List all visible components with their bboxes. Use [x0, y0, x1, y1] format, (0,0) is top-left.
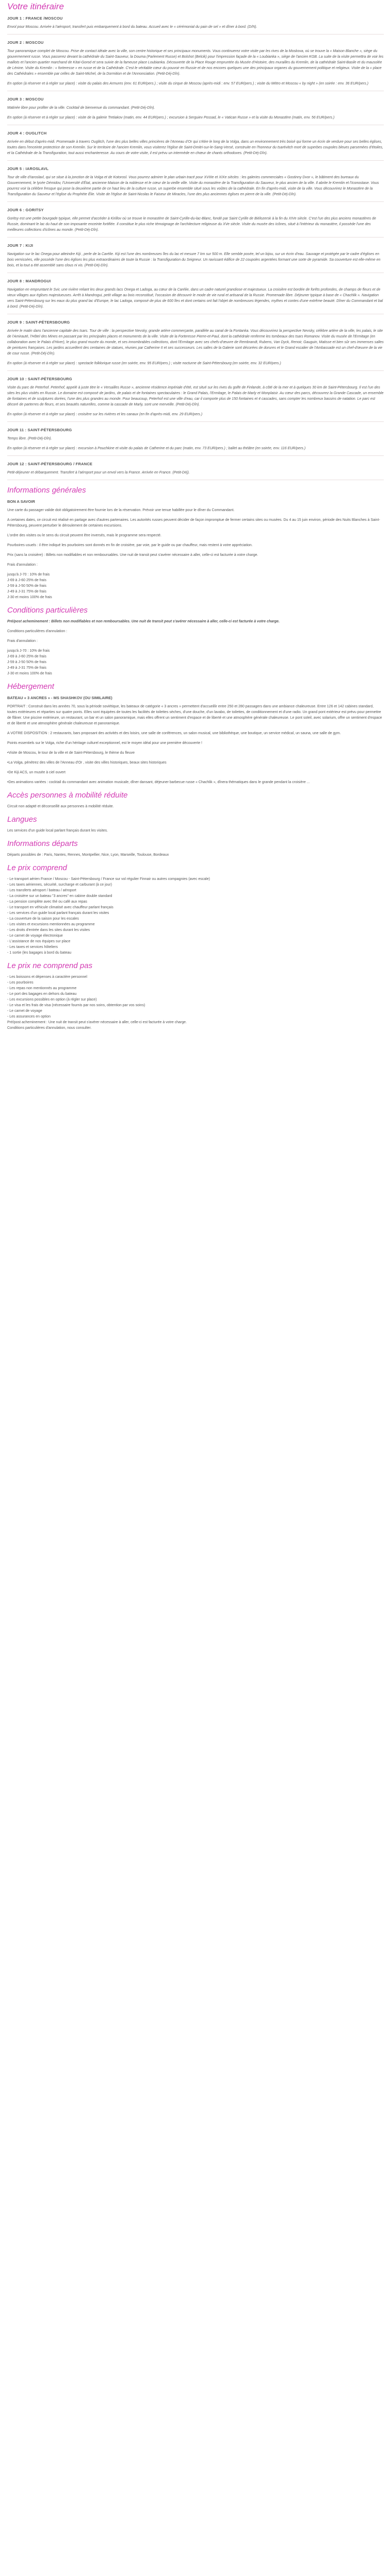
info-frais-title: Frais d'annulation :: [7, 563, 38, 567]
langues-text: Les services d'un guide local parlant français durant les visites.: [7, 829, 108, 833]
day-description: Tour de ville d'Iaroslavl, qui se situe à la jonction de la Volga et de Kotorosl. Vous pourrez admirer le plan urbain tracé pour XVIIIe et XIXe siècles : les galeries commerciales « Gostinny Dvor », le bâtiment des bureaux du Gouvernement, le lycée Démidov, l'Université d'État, ancienne Maison de la noblesse et le cœur de la vieille ville. Visite du monastère de la Transfiguration du Sauveur, le plus ancien de la ville. Il abrite le Kremlin et l'Iconostase. Vous pourrez voir la célèbre fresque qui pose la deuxième partie de ce haut lieu de la culture russe, un superbe ensemble situé sous les voûtes de la cathédrale. En fin d'après-midi, visite de la ville. Vous découvrirez le Monastère de la Transfiguration du Sauveur et l'église du Prophète Élie. Visite de l'église de Saint-Nicolas le Faiseur de Miracles, l'une des plus anciennes églises en pierre de la ville. (Petit-Déj-Dîn).: [7, 176, 379, 196]
informations-paragraphs: [7, 507, 384, 558]
frais-item: J-49 à J-31 75% de frais: [7, 666, 46, 670]
prix-comprend-item: - Les taxes et services hôteliers: [7, 945, 58, 949]
day-block: [7, 96, 384, 125]
section-title-prix-comprend: Le prix comprend: [7, 863, 67, 872]
prix-comprend-item: - La croisière sur un bateau "3 ancres" en cabine double standard: [7, 894, 112, 898]
prix-comprend-item: - L'assistance de nos équipes sur place: [7, 940, 71, 943]
day-block: [7, 40, 384, 91]
day-label: JOUR 1 : FRANCE /MOSCOU: [7, 16, 63, 21]
frais-item: jusqu'à J-70 : 10% de frais: [7, 649, 50, 653]
day-label: JOUR 7 : KIJI: [7, 243, 34, 248]
prix-comprend-item: - Les services d'un guide local parlant français durant les visites: [7, 911, 109, 915]
hebergement-paragraph: •Des animations variées : cocktail du commandant avec animation musicale, dîner dansant, déjeuner barbecue russe « Chachlik », dînera thématiques dans le grande pendant la croisière ...: [7, 781, 310, 784]
day-description: Visite du parc de Peterhof. Peterhof, appelé à juste titre le « Versailles Russe », ancienne résidence impériale d'été, est situé sur les rives du golfe de Finlande, à côté de la mer et à quelques 30 km de Saint-Pétersbourg. Il est l'un des sites les plus visités en Russie. Le domaine est composé de jardins, de palais et de fontaines spectaculaires : le Grand Palais, l'Ermitage, le Palais de Marly et Monplaisir. Au cœur des parcs, découvrez la Grande Cascade, un ensemble de fontaines et de sculptures dorées, l'une des plus grandes au monde. Pour beaucoup, Peterhof est une ville d'eau, car il comporte plus de 150 fontaines et 4 cascades, sans compter les nombreux bassins de natation. Le parc est décoré de parterres de fleurs, et ses beautés naturelles, comme la cascade de Marly, sont une merveille. (Petit-Déj-Dîn).: [7, 386, 384, 406]
hebergement-paragraph: •Visite de Moscou, le tour de la ville et de Saint-Pétersbourg, le thème du fleuve: [7, 751, 135, 755]
prix-ne-comprend-item: Conditions particulières d'annulation, nous consulter.: [7, 1026, 92, 1030]
day-label: JOUR 5 : IAROSLAVL: [7, 166, 49, 171]
frais-item: J-69 à J-60 25% de frais: [7, 579, 46, 582]
day-label: JOUR 3 : MOSCOU: [7, 97, 44, 101]
divider: [7, 237, 384, 238]
prix-comprend-item: - Le transport aérien France / Moscou - Saint-Pétersbourg / France sur vol régulier Finnair ou autres compagnies (avec escale): [7, 877, 210, 881]
bon-a-savoir-label: BON A SAVOIR: [7, 499, 35, 504]
day-label: JOUR 6 : GORITSY: [7, 208, 44, 212]
prix-ne-comprend-item: - Les boissons et dépenses à caractère personnel: [7, 975, 87, 979]
prix-ne-comprend-item: - Le visa et les frais de visa (nécessaire fournis par nos soins, obtention par vos soins): [7, 1004, 145, 1007]
day-label: JOUR 4 : OUGLITCH: [7, 131, 47, 135]
info-paragraph: Pourboires usuels : il être indiqué les pourboires sont donnés en fin de croisière, par voie, par le guide ou par chauffeur, mais restent à votre appréciation.: [7, 544, 253, 547]
prix-comprend-item: - Les taxes aériennes, sécurité, surcharge et carburant (à ce jour): [7, 883, 112, 887]
prix-comprend-item: - Les visites et excursions mentionnées au programme: [7, 923, 95, 926]
conditions-frais-list: [7, 648, 384, 676]
divider: [7, 201, 384, 202]
prix-ne-comprend-item: - Le port des bagages en dehors du bateau: [7, 992, 77, 996]
day-label: JOUR 8 : MANDROGUI: [7, 279, 51, 283]
prix-comprend-item: - Les transferts aéroport / bateau / aéroport: [7, 889, 76, 892]
day-label: JOUR 9 : SAINT-PÉTERSBOURG: [7, 320, 70, 325]
frais-item: J-59 à J-50 50% de frais: [7, 584, 46, 588]
day-description: Goritsy est une petite bourgade typique, elle permet d'accéder à Kirillov où se trouve le monastère de Saint-Cyrille-du-lac-Blanc, fondé par Saint Cyrille de Biélozersk à la fin du XIVe siècle. C'est l'un des plus anciens monastères de Russie, dominant le lac du haut de son imposante enceinte fortifiée. Il constitue le plus riche témoignage de l'architecture religieuse du XVe siècle. Visite du musée des Icônes, situé à l'intérieur du monastère, il possède l'une des meilleures collections d'icônes au monde. (Petit-Déj-Dîn).: [7, 217, 377, 232]
frais-item: J-49 à J-31 75% de frais: [7, 590, 46, 594]
hebergement-paragraph: •De Kiji ACS, un musée à ciel ouvert: [7, 771, 66, 774]
divider: [7, 421, 384, 422]
departs-text: Départs possibles de : Paris, Nantes, Rennes, Montpellier, Nice, Lyon, Marseille, Toulouse, Bordeaux: [7, 853, 169, 857]
divider: [7, 34, 384, 35]
day-block: [7, 166, 384, 202]
day-block: [7, 15, 384, 35]
frais-item: J-59 à J-50 50% de frais: [7, 660, 46, 664]
day-description: Petit-déjeuner et débarquement. Transfert à l'aéroport pour un envol vers la France. Arrivée en France. (Petit-Déj).: [7, 471, 190, 474]
prix-ne-comprend-list: [7, 974, 384, 1031]
day-description: Tour panoramique complet de Moscou. Prise de contact idéale avec la ville, son centre historique et ses principaux monuments. Vous continuerez votre visite par les rives de la Moskova, où se trouve la « Maison Blanche », siège du gouvernement russe. Vous passerez devant la cathédrale du Saint-Sauveur, la Douma (Parlement Russe) et Bolshoï (Belcik) pour l'impression façade de la « Loubianka », siège de l'ancien KGB. La suite de la visite permettra de voir les maillots et l'ancien quartier marchand de Kitaï-Gorod et sera suivie de la fameuse place Loubianka. Découverte de la Place Rouge empruntée du Musée d'Histoire, des murailles du Kremlin, de la cathédrale Saint-Basile et du mausolée de Lénine. Visite du Kremlin : « forteresse » en russe et de la Cathédrale. C'est le véritable cœur du pouvoir en Russie et de nos encores quelques une des principaux organes du gouvernement politique et religieux. Visite de la « place des Cathédrales » ensemble par celles de Saint-Michel, de la Dormition et de l'Annonciation. (Petit-Déj-Dîn).: [7, 49, 384, 76]
day-description: Envol pour Moscou. Arrivée à l'aéroport, transfert puis embarquement à bord du bateau. Accueil avec le « cérémonial du pain de sel » et dîner à bord. (D/N).: [7, 25, 257, 29]
prix-comprend-item: - La pension complète avec thé ou café aux repas: [7, 900, 87, 904]
day-block: [7, 319, 384, 371]
day-block: [7, 427, 384, 456]
conditions-annulation-title: Conditions particulières d'annulation :: [7, 630, 68, 633]
prix-ne-comprend-item: - Les assurances en option: [7, 1015, 51, 1019]
prix-comprend-item: - Les droits d'entrée dans les sites durant les visites: [7, 928, 90, 932]
section-title-conditions: Conditions particulières: [7, 606, 88, 615]
info-frais-list: [7, 572, 384, 600]
frais-item: jusqu'à J-70 : 10% de frais: [7, 573, 50, 577]
day-label: JOUR 12 : SAINT-PÉTERSBOURG / FRANCE: [7, 462, 93, 466]
hebergement-paragraph: Points essentiels sur le Volga, riche d'un héritage culturel exceptionnel, est le moyen idéal pour une première découverte !: [7, 741, 202, 745]
info-paragraph: Une carte du passager valide doit obligatoirement être fournie lors de la réservation. Prévoir une tenue habillée pour le dîner du Commandant.: [7, 509, 235, 512]
day-label: JOUR 10 : SAINT-PÉTERSBOURG: [7, 377, 72, 381]
day-description: Matinée libre pour profiter de la ville. Cocktail de bienvenue du commandant. (Petit-Déj-Dîn).: [7, 106, 155, 110]
hebergement-paragraph: A VOTRE DISPOSITION : 2 restaurants, bars proposant des activités et des loisirs, une salle de conférences, un salon musical, une bibliothèque, une boutique, un service médical, un sauna, une salle de gym.: [7, 732, 341, 735]
day-block: [7, 207, 384, 238]
day-label: JOUR 11 : SAINT-PÉTERSBOURG: [7, 428, 72, 432]
day-description: Temps libre. (Petit-Déj-Dîn).: [7, 437, 52, 440]
info-paragraph: L'ordre des visites ou le sens du circuit peuvent être inversés, mais le programme sera respecté.: [7, 534, 161, 537]
frais-item: J-69 à J-60 25% de frais: [7, 655, 46, 658]
frais-item: J-30 et moins 100% de frais: [7, 672, 52, 675]
day-block: [7, 130, 384, 161]
day-description: Arrivée le matin dans l'ancienne capitale des tsars. Tour de ville : la perspective Nevsky, grande artère commerçante, parallèle au canal de la Fontanka. Vous découvrirez la perspective Nevsky, célèbre artère de la ville, les palais, le site de l'Amirauté, l'Hôtel des Mines en passant par les principales places et monuments de la ville. Visite de la Forteresse Pierre-et-Paul, dont la cathédrale renferme les tombeaux des tsars Romanov. Visite du musée de l'Ermitage (en collaboration avec le Palais d'Hiver), le plus grand musée du monde, et ses innombrables collections, dont l'Ermitage avec ses chefs-d'œuvre de Rembrandt, Rubens, Van Dyck, Renoir, Gauguin, Matisse et bien sûr ses immenses salles de peintures françaises. Les jardins accueillent des centaines de statues, réunies par Catherine II et ses successeurs. Les salles de la Galerie sont décorées de dorures et le Grand escalier de l'Ambassade est un chef-d'œuvre de la vie de cour russe. (Petit-Déj-Dîn).: [7, 329, 384, 355]
divider: [7, 370, 384, 371]
frais-item: J-30 et moins 100% de frais: [7, 596, 52, 599]
day-description: Navigation sur le lac Onega pour atteindre Kiji , perle de la Carélie. Kiji est l'une des nombreuses îles du lac et mesure 7 km sur 500 m. Elle semble posée, tel un bijou, sur un écrin d'eau. Sauvage et protégée par le cadre d'églises en bois vernissées, elle possède l'une des églises les plus extraordinaires de toute la Russie : la Transfiguration du Seigneur. Un ravissant édifice de 22 coupoles argentées formant une sorte de pyramide. Sa couverture est elle-même en bois, et la tout a été assemblé sans clous ni vis. (Petit-Déj-Dîn).: [7, 252, 381, 267]
bateau-label: BATEAU « 3 ANCRES » - MS SHASHKOV (OU SIMILAIRE): [7, 696, 112, 700]
prix-ne-comprend-item: Pré/post acheminement : Une nuit de transit peut s'avérer nécessaire à aller, celle-ci est facturée à votre charge.: [7, 1021, 187, 1024]
day-options: En option (à réserver et à régler sur place) : spectacle folklorique russe (en soirée, env. 95 EUR/pers.) ; visite nocturne de Saint-Pétersbourg (en soirée, env. 32 EUR/pers.): [7, 362, 281, 365]
prix-comprend-item: - Le transport en véhicule climatisé avec chauffeur parlant français: [7, 906, 113, 909]
day-block: [7, 376, 384, 422]
prix-comprend-list: [7, 876, 384, 956]
hebergement-paragraphs: [7, 704, 384, 785]
info-paragraph: Prix (sans la croisière) : Billets non modifiables et non remboursables. Une nuit de transit peut s'avérer nécessaire à aller, celle-ci est facturée à votre charge.: [7, 553, 258, 557]
divider: [7, 455, 384, 456]
prix-ne-comprend-item: - Les pourboires: [7, 981, 34, 985]
day-block: [7, 243, 384, 273]
prix-ne-comprend-item: - Les excursions possibles en option (à régler sur place): [7, 998, 97, 1002]
prix-comprend-item: - La couverture de la saison pour les escales: [7, 917, 79, 921]
section-title-informations: Informations générales: [7, 486, 86, 495]
itinerary-page: [0, 1, 391, 1031]
day-options: En option (à réserver et à régler sur place) : visite de la galerie Tretiakov (matin, env. 44 EUR/pers.) ; excursion à Serguiev Possad, le « Vatican Russe » et la visite du Monastère (matin, env. 56 EUR/pers.): [7, 116, 335, 120]
day-options: En option (à réserver et à régler sur place) : visite du palais des Armures (env. 61 EUR/pers.) ; visite du cirque de Moscou (après-midi : env. 57 EUR/pers.) ; visite du Métro et Moscou « by night » (en soirée : env. 36 EUR/pers.): [7, 82, 369, 86]
hebergement-paragraph: PORTRAIT : Construit dans les années 70, sous la période soviétique, les bateaux de catégorie « 3 ancres » permettent d'accueillir entre 250 et 280 passagers dans une ambiance chaleureuse. Entre 126 et 142 cabines standard, toutes extérieures et réparties sur quatre ponts. Elles sont équipées de toutes les facilités de toilettes sèches, d'une douche, d'un lavabo, de toilettes, de conditionnement et d'une radio. Un grand pont extérieur est prévu pour permettre de flâner. Une piscine extérieure, un restaurant, un bar et un salon panoramique, mais elles offrent un sentiment d'espace et de liberté et une atmosphère générale chaleureuse. Le pont soleil, avec solarium, offre un sentiment d'espace et de liberté et une atmosphère générale chaleureuse et panoramique.: [7, 705, 382, 725]
days-list: [7, 15, 384, 480]
prix-ne-comprend-item: - Le carnet de voyage: [7, 1009, 42, 1013]
prix-ne-comprend-item: - Les repas non mentionnés au programme: [7, 987, 77, 990]
section-title-langues: Langues: [7, 815, 37, 824]
day-description: Navigation en empruntant le Svir, une rivière reliant les deux grands lacs Onega et Ladoga, au cœur de la Carélie, dans un cadre naturel grandiose et majestueux. La croisière est bordée de forêts profondes, de champs de fleurs et de vieux villages aux églises majestueuses. Arrêt à Mandrogui, petit village au bois reconstitué, l'occasion de découvrir le mode de vie rural et artisanal de la Russie. Promenade libre. Déjeuner typique à base de « Chachlik ». Navigation vers Saint-Pétersbourg sur les eaux du plus grand lac d'Europe, le lac Ladoga, composé de plus de 600 îles et dont certains ont fait l'objet de nombreuses légendes, mythes et contes d'une extrême beauté. Dîner du Commandant et bal à bord. (Petit-Déj-Dîn).: [7, 288, 383, 309]
page-title: Votre itinéraire: [7, 2, 64, 11]
section-title-hebergement: Hébergement: [7, 682, 54, 691]
conditions-frais-title: Frais d'annulation :: [7, 639, 38, 643]
acces-text: Circuit non adapté et déconseillé aux personnes à mobilité réduite.: [7, 805, 114, 808]
divider: [7, 160, 384, 161]
conditions-prix-note: Pré/post acheminement : Billets non modifiables et non remboursables. Une nuit de transit peut s'avérer nécessaire à aller, celle-ci est facturée à votre charge.: [7, 620, 280, 623]
hebergement-paragraph: •La Volga, pénétrez des villes de l'Anneau d'Or , visite des villes historiques, beaux sites historiques: [7, 761, 167, 765]
day-block: [7, 461, 384, 480]
section-title-acces: Accès personnes à mobilité réduite: [7, 791, 128, 800]
section-title-departs: Informations départs: [7, 839, 78, 848]
day-block: [7, 278, 384, 314]
prix-comprend-item: - Le carnet de voyage électronique: [7, 934, 63, 938]
day-label: JOUR 2 : MOSCOU: [7, 40, 44, 45]
info-paragraph: A certaines dates, ce circuit est réalisé en partage avec d'autres partenaires. Les autorités russes peuvent décider de façon impromptue de fermer certains sites ou musées. Du 4 au 15 juin environ, période des Nuits Blanches à Saint-Pétersbourg, peuvent perturber le déroulement de certaines excursions.: [7, 518, 380, 528]
day-options: En option (à réserver et à régler sur place) : croisière sur les rivières et les canaux (en fin d'après-midi, env. 29 EUR/pers.): [7, 413, 203, 416]
section-title-prix-ne-comprend-pas: Le prix ne comprend pas: [7, 961, 93, 970]
day-description: Arrivée en début d'après-midi. Promenade à travers Ouglitch, l'une des plus belles villes princières de l'Anneau d'Or qui s'étire le long de la Volga, dans un environnement très boisé qui forme un écrin de verdure pour ses belles églises, toutes dans l'enceinte protectrice de son Kremlin. Sur le territoire de l'ancien Kremlin, vous visiterez l'église de Saint-Dmitri-sur-le-Sang-Versé, construite en l'honneur du tsarévitch mort de superbes coupoles bleues parsemées d'étoiles, et la Cathédrale de la Transfiguration, tout aussi enchanteresse. Au cours de votre visite, il est prévu un intermède en chœur de chants orthodoxes. (Petit-Déj-Dîn).: [7, 140, 383, 155]
day-options: En option (à réserver et à régler sur place) : excursion à Pouchkine et visite du palais de Catherine et du parc (matin, env. 73 EUR/pers.) ; ballet au théâtre (en soirée, env. 116 EUR/pers.): [7, 447, 306, 450]
prix-comprend-item: - 1 sortie (les bagages à bord du bateau: [7, 951, 72, 955]
